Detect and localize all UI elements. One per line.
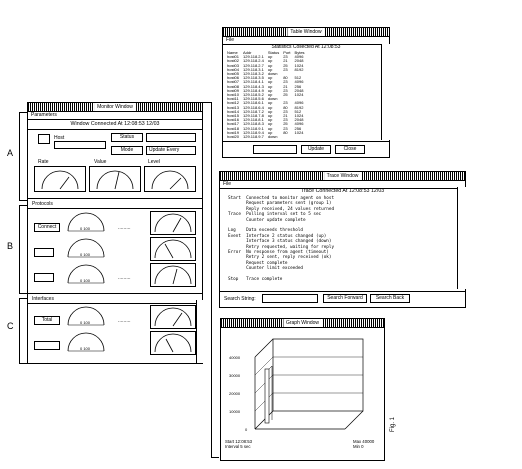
table-cell: 129.118.9.4 <box>243 129 264 135</box>
trace-line: Event Interface 2 status changed (up) <box>228 233 327 239</box>
table-cell: host17 <box>227 121 240 127</box>
graph-footer-left: Start 12:08:53 Interval 5 sec <box>225 439 252 449</box>
table-cell: 256 <box>294 125 302 131</box>
table-cell: 4096 <box>294 54 304 60</box>
table-cell: up <box>267 100 273 106</box>
table-cell: 4096 <box>294 100 304 106</box>
update-button[interactable]: Update <box>301 145 331 154</box>
search-label: Search String: <box>224 296 256 302</box>
table-cell: down <box>267 71 278 77</box>
table-cell: down <box>267 134 278 140</box>
table-cell: host14 <box>227 108 240 114</box>
table-cell: 23 <box>283 87 288 93</box>
protocols-heading: Protocols <box>32 201 53 207</box>
table-cell: host08 <box>227 83 240 89</box>
table-column-header: Name <box>227 50 238 55</box>
trace-line: Counter limit exceeded <box>228 266 304 272</box>
table-cell: host07 <box>227 79 240 85</box>
table-cell: 23 <box>283 79 288 85</box>
svg-text:0 100: 0 100 <box>80 346 91 351</box>
trace-scrollbar[interactable] <box>457 187 466 289</box>
table-title-bar[interactable] <box>223 28 389 37</box>
table-cell: 256 <box>294 83 302 89</box>
table-cell: 129.118.9.7 <box>243 134 264 140</box>
interface-dots-1: ......... <box>118 318 131 324</box>
trace-line: Reply received, 24 values returned <box>228 206 335 212</box>
table-cell: host01 <box>227 54 240 60</box>
trace-line: Counter update complete <box>228 217 306 223</box>
level-gauge <box>144 166 196 192</box>
graph-3d-plot <box>221 329 384 439</box>
table-cell: 23 <box>283 125 288 131</box>
table-cell: up <box>267 58 273 64</box>
section-bracket-a <box>19 112 20 200</box>
value-gauge <box>89 166 141 192</box>
trace-line: Trace Polling interval set to 5 sec <box>228 212 322 218</box>
gauge-label-value: Value <box>94 159 107 165</box>
table-cell: host06 <box>227 75 240 81</box>
trace-window-title: Trace Window <box>324 172 362 180</box>
table-cell: host09 <box>227 87 240 93</box>
y-tick-2: 20000 <box>229 391 241 396</box>
table-cell: 2048 <box>294 58 304 64</box>
table-cell: 8192 <box>294 66 304 72</box>
table-cell: 512 <box>294 75 302 81</box>
protocol-gauge-2 <box>150 211 196 235</box>
trace-line: Start Connected to monitor agent on host <box>228 196 335 201</box>
trace-line: Error No response from agent (timeout) <box>228 250 329 256</box>
svg-text:0 100: 0 100 <box>80 252 91 257</box>
table-cell: 1024 <box>294 129 304 135</box>
table-cell: 80 <box>283 75 288 81</box>
table-column-header: Port <box>283 50 291 55</box>
table-cell: 129.118.7.2 <box>243 108 264 114</box>
monitor-header: Window Connected At 12:08:53 12/03 <box>70 121 160 127</box>
table-cell: host05 <box>227 71 240 77</box>
table-row[interactable] <box>227 135 309 139</box>
table-cell: 129.118.6.4 <box>243 104 264 110</box>
table-cell: 1024 <box>294 113 304 119</box>
table-cell: up <box>267 108 273 114</box>
table-cell: 80 <box>283 104 288 110</box>
mode-field[interactable]: Update Every <box>146 146 196 155</box>
table-cell: host19 <box>227 129 240 135</box>
gauge-label-level: Level <box>148 159 160 165</box>
table-cell: up <box>267 87 273 93</box>
table-cell: 129.118.2.1 <box>243 54 264 60</box>
table-column-header: Addr <box>243 50 252 55</box>
table-cell: 23 <box>283 66 288 72</box>
table-cell: up <box>267 66 273 72</box>
trace-log <box>228 196 334 282</box>
table-column-header: Status <box>267 50 280 55</box>
table-cell: 25 <box>283 121 288 127</box>
table-cell: up <box>267 121 273 127</box>
interface-gauge-1 <box>64 305 108 327</box>
table-cell: 129.118.5.6 <box>243 96 264 102</box>
svg-text:0 100: 0 100 <box>80 278 91 283</box>
table-cell: 129.118.8.3 <box>243 121 264 127</box>
table-cell: 129.118.4.1 <box>243 79 264 85</box>
table-cell: 129.118.2.4 <box>243 58 264 64</box>
table-cell: 129.118.9.1 <box>243 125 264 131</box>
graph-window-title: Graph Window <box>283 319 322 327</box>
search-input[interactable] <box>262 294 318 303</box>
table-window <box>222 27 390 158</box>
section-label-b: B <box>7 241 14 251</box>
table-cell: 2048 <box>294 87 304 93</box>
total-button[interactable]: Total <box>34 316 60 325</box>
table-cell <box>283 135 294 139</box>
table-cell: down <box>267 96 278 102</box>
status-button[interactable]: Status <box>111 133 143 142</box>
search-back-button[interactable]: Search Back <box>370 294 410 303</box>
table-cell: host04 <box>227 66 240 72</box>
table-cell: up <box>267 83 273 89</box>
table-cell: 129.118.4.9 <box>243 87 264 93</box>
trace-header: Trace Connected At 12:08:53 12/03 <box>300 188 385 194</box>
table-cell: host16 <box>227 117 240 123</box>
protocol-gauge-6 <box>150 263 196 287</box>
table-cell: 129.118.8.1 <box>243 117 264 123</box>
interface-gauge-4 <box>150 331 196 355</box>
table-cell: 129.118.6.1 <box>243 100 264 106</box>
table-cell: up <box>267 125 273 131</box>
table-scrollbar[interactable] <box>381 44 390 140</box>
gauge-label-rate: Rate <box>38 159 49 165</box>
stats-table <box>227 51 309 139</box>
trace-title-bar[interactable] <box>220 172 465 181</box>
interfaces-heading: Interfaces <box>32 296 54 302</box>
monitor-window <box>27 102 203 364</box>
table-cell: host18 <box>227 125 240 131</box>
trace-line: Request parameters sent (group 1) <box>228 201 332 207</box>
connect-button[interactable]: Connect <box>34 223 60 232</box>
graph-window <box>220 318 385 461</box>
table-cell: host11 <box>227 96 239 102</box>
table-cell: up <box>267 79 273 85</box>
table-cell: 129.118.3.5 <box>243 75 264 81</box>
table-cell: 23 <box>283 108 288 114</box>
table-cell: up <box>267 62 273 68</box>
interface-gauge-2 <box>150 305 196 329</box>
graph-title-bar[interactable] <box>221 319 384 328</box>
monitor-title-bar[interactable] <box>28 103 202 112</box>
interface-field-2[interactable] <box>34 341 60 350</box>
monitor-menu[interactable]: Parameters <box>31 112 57 118</box>
trace-line: Retry 2 sent, reply received (ok) <box>228 255 332 261</box>
trace-line: Interface 3 status changed (down) <box>228 239 332 245</box>
svg-text:0 100: 0 100 <box>80 320 91 325</box>
protocol-dots-1: ......... <box>118 225 131 231</box>
table-cell: 80 <box>283 129 288 135</box>
table-cell: 1024 <box>294 62 304 68</box>
trace-window <box>219 171 466 308</box>
monitor-scrollbar[interactable] <box>196 300 203 363</box>
table-cell: up <box>267 92 273 98</box>
search-forward-button[interactable]: Search Forward <box>323 294 367 303</box>
protocol-dots-2: ......... <box>118 275 131 281</box>
table-cell: up <box>267 104 273 110</box>
section-bracket-b <box>19 205 20 293</box>
protocol-field-2[interactable] <box>34 248 54 257</box>
table-cell: 2048 <box>294 117 304 123</box>
table-cell: 21 <box>283 83 288 89</box>
trace-line: Request complete <box>228 260 288 266</box>
protocol-field-3[interactable] <box>34 273 54 282</box>
rate-gauge <box>34 166 86 192</box>
table-cell: up <box>267 75 273 81</box>
host-label: Host <box>54 135 65 141</box>
section-bracket-c <box>19 298 20 363</box>
table-cell: 1024 <box>294 92 304 98</box>
printer-icon[interactable] <box>38 134 50 144</box>
protocol-gauge-5 <box>64 263 108 285</box>
table-cell: 129.118.2.7 <box>243 62 264 68</box>
y-tick-3: 10000 <box>229 409 241 414</box>
table-cell: 23 <box>283 100 288 106</box>
trace-line: Log Data exceeds threshold <box>228 228 304 234</box>
y-tick-4: 0 <box>245 427 248 432</box>
protocol-gauge-4 <box>150 237 196 261</box>
trace-menu[interactable]: File <box>223 181 232 187</box>
trace-line: Retry requested, waiting for reply <box>228 244 335 250</box>
mode-button[interactable]: Mode <box>111 146 143 155</box>
table-cell: host03 <box>227 62 240 68</box>
table-cell: host12 <box>227 100 240 106</box>
interface-gauge-3 <box>64 331 108 353</box>
table-cell: 4096 <box>294 79 304 85</box>
table-cell: 129.118.3.1 <box>243 66 264 72</box>
table-column-header: Bytes <box>294 50 305 55</box>
table-cell: 512 <box>294 108 302 114</box>
section-label-c: C <box>7 321 14 331</box>
table-cell: host15 <box>227 113 240 119</box>
table-cell: host20 <box>227 134 240 140</box>
table-cell: 129.118.4.3 <box>243 83 264 89</box>
table-cell: 23 <box>283 54 288 60</box>
table-cell: 8192 <box>294 104 304 110</box>
table-cell: host10 <box>227 92 240 98</box>
y-tick-0: 40000 <box>229 355 241 360</box>
page-number: Fig. 1 <box>390 416 396 432</box>
svg-text:0 100: 0 100 <box>80 226 91 231</box>
table-cell <box>295 135 309 139</box>
table-cell: 25 <box>283 62 288 68</box>
table-cell: 129.118.3.2 <box>243 71 264 77</box>
table-cell: 25 <box>283 92 288 98</box>
table-cell: host02 <box>227 58 240 64</box>
table-cell: up <box>267 117 273 123</box>
table-cell: 21 <box>283 113 288 119</box>
y-tick-1: 30000 <box>229 373 241 378</box>
table-cell: 23 <box>283 117 288 123</box>
table-field[interactable] <box>253 145 297 154</box>
graph-footer-right: Max 40000 Min 0 <box>353 439 375 449</box>
table-cell: up <box>267 54 273 60</box>
section-label-a: A <box>7 148 14 158</box>
protocol-gauge-1 <box>64 211 108 233</box>
table-cell: 129.118.7.8 <box>243 113 264 119</box>
table-menu[interactable]: File <box>226 37 235 43</box>
connector-line <box>211 102 212 457</box>
protocol-gauge-3 <box>64 237 108 259</box>
host-field[interactable] <box>54 141 106 149</box>
monitor-window-title: Monitor Window <box>94 103 136 111</box>
table-cell: 21 <box>283 58 288 64</box>
table-cell: 129.118.5.2 <box>243 92 264 98</box>
table-cell: 4096 <box>294 121 304 127</box>
trace-line: Stop Trace complete <box>228 277 283 283</box>
table-header: Statistics Collected At 12:08:53 <box>271 44 341 50</box>
table-cell: host13 <box>227 104 240 110</box>
table-cell: up <box>267 113 273 119</box>
table-cell: up <box>267 129 273 135</box>
table-window-title: Table Window <box>287 28 324 36</box>
close-button[interactable]: Close <box>335 145 365 154</box>
status-field[interactable] <box>146 133 196 142</box>
